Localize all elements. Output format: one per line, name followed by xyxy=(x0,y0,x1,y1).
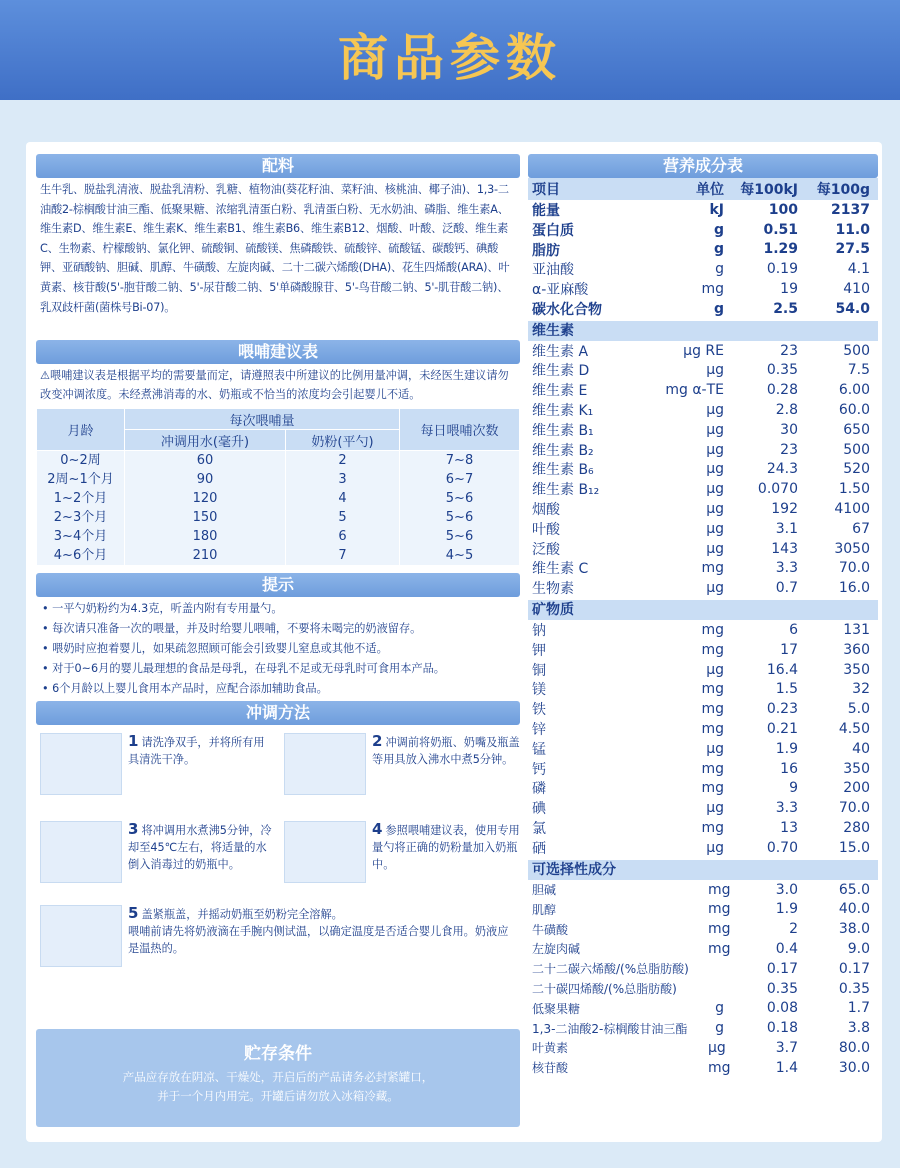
nutrition-cell-v2: 650 xyxy=(843,421,870,438)
tips-list xyxy=(36,597,520,701)
nutrition-cell-v2: 9.0 xyxy=(847,940,870,957)
nutrition-row xyxy=(528,719,878,739)
nutrition-cell-n: 生物素 xyxy=(532,581,574,598)
nutrition-cell-v1: 0.4 xyxy=(775,940,798,957)
nutrition-cell-u: μg xyxy=(706,839,724,856)
feeding-cell-age: 1~2个月 xyxy=(37,489,125,508)
nutrition-cell-n: 维生素 B₁ xyxy=(532,422,594,439)
nutrition-cell-v2: 54.0 xyxy=(835,300,870,317)
nutrition-cell-n: 维生素 K₁ xyxy=(532,403,594,420)
nutrition-row xyxy=(528,299,878,319)
page-title: 商品参数 xyxy=(338,29,562,87)
nutrition-cell-v1: 24.3 xyxy=(766,461,798,478)
nutrition-cell-v2: 0.17 xyxy=(838,960,870,977)
nutrition-cell-v2: 38.0 xyxy=(838,921,870,938)
tips-header: 提示 xyxy=(36,573,520,597)
nutrition-cell-v2: 70.0 xyxy=(838,800,870,817)
storage-line: 产品应存放在阴凉、干燥处，开启后的产品请务必封紧罐口， xyxy=(122,1070,434,1084)
nutrition-row xyxy=(528,279,878,299)
nutrition-row xyxy=(528,919,878,939)
nutrition-cell-v1: 0.51 xyxy=(763,221,798,238)
nutrition-cell-v2: 280 xyxy=(843,820,870,836)
nutrition-header: 营养成分表 xyxy=(528,154,878,178)
nutrition-row xyxy=(528,341,878,361)
nutrition-cell-n: 镁 xyxy=(532,682,546,699)
nutrition-column xyxy=(528,154,878,1078)
nutrition-cell-u: g xyxy=(713,300,724,317)
feeding-table xyxy=(36,408,520,565)
nutrition-cell-v1: 17 xyxy=(780,641,798,658)
nutrition-cell-u: mg xyxy=(701,560,724,577)
nutrition-cell-v1: 0.70 xyxy=(766,839,798,856)
nutrition-cell-u: mg xyxy=(701,641,724,658)
nutrition-cell-n: α-亚麻酸 xyxy=(532,282,589,299)
nutrition-row xyxy=(528,838,878,858)
feeding-cell-age: 4~6个月 xyxy=(37,546,125,565)
nutrition-cell-v1: 30 xyxy=(780,421,798,438)
nutrition-cell-n: 铜 xyxy=(532,662,546,679)
vitamins-header: 维生素 xyxy=(528,321,878,341)
feeding-cell-water: 120 xyxy=(125,489,286,508)
nutrition-cell-n: 烟酸 xyxy=(532,502,560,519)
nutrition-cell-n: 低聚果糖 xyxy=(532,1001,581,1016)
nutrition-cell-v1: 19 xyxy=(780,281,798,298)
nutrition-cell-v1: 16.4 xyxy=(766,661,798,678)
nutrition-cell-n: 二十二碳六烯酸/(%总脂肪酸) xyxy=(532,962,689,977)
feeding-cell-age: 3~4个月 xyxy=(37,527,125,546)
nutrition-row xyxy=(528,361,878,381)
title-banner xyxy=(0,0,900,100)
nutrition-cell-v2: 3.8 xyxy=(847,1020,870,1037)
feeding-cell-age: 2周~1个月 xyxy=(37,470,125,489)
nutrition-cell-v1: 1.29 xyxy=(763,241,798,258)
nutrition-row xyxy=(528,818,878,838)
nutrition-cell-v1: 13 xyxy=(780,820,798,836)
nutrition-row xyxy=(528,479,878,499)
nutrition-cell-n: 铁 xyxy=(532,702,546,719)
nutrition-cell-v1: 3.3 xyxy=(775,560,798,577)
nutrition-cell-u: mg xyxy=(701,681,724,698)
nutrition-cell-v1: 0.19 xyxy=(766,261,798,278)
nutrition-cell-v2: 15.0 xyxy=(838,839,870,856)
nutrition-row xyxy=(528,499,878,519)
nutrition-cell-u: μg xyxy=(706,540,724,557)
feeding-cell-times: 5~6 xyxy=(400,489,520,508)
feeding-cell-age: 0~2周 xyxy=(37,451,125,471)
nutrition-cell-n: 维生素 E xyxy=(532,383,588,400)
nutrition-row xyxy=(528,1058,878,1078)
storage-box xyxy=(36,1029,520,1127)
nutrition-cell-n: 钠 xyxy=(532,623,546,640)
nutrition-cell-u: μg xyxy=(706,362,724,379)
nutrition-cell-v2: 1.7 xyxy=(847,1000,870,1017)
feeding-cell-powder: 6 xyxy=(285,527,399,546)
feeding-row xyxy=(37,451,520,471)
nutrition-cell-n: 钾 xyxy=(532,642,546,659)
nutrition-cell-v2: 6.00 xyxy=(838,382,870,399)
nutrition-cell-v2: 7.5 xyxy=(847,362,870,379)
nutrition-cell-u: mg xyxy=(708,940,731,957)
nutrition-cell-v2: 65.0 xyxy=(838,881,870,898)
feeding-cell-age: 2~3个月 xyxy=(37,508,125,527)
nutrition-cell-v1: 23 xyxy=(780,342,798,359)
nutrition-cell-v1: 6 xyxy=(789,622,798,639)
nutrition-cell-v1: 0.08 xyxy=(766,1000,798,1017)
ingredients-header: 配料 xyxy=(36,154,520,178)
feeding-note: ⚠喂哺建议表是根据平均的需要量而定，请遵照表中所建议的比例用量冲调，未经医生建议请勿改变冲调浓度。未经煮沸消毒的水、奶瓶或不恰当的浓度均会引起婴儿不适。 xyxy=(40,369,509,401)
nutrition-cell-v2: 0.35 xyxy=(838,980,870,997)
nutrition-cell-u: mg xyxy=(708,1059,731,1076)
nutrition-cell-n: 牛磺酸 xyxy=(532,922,569,937)
optional-header: 可选择性成分 xyxy=(528,860,878,880)
nutrition-cell-u: mg xyxy=(708,921,731,938)
nutrition-cell-u: mg xyxy=(701,820,724,836)
nutrition-row xyxy=(528,939,878,959)
tip-item: • 一平勺奶粉约为4.3克，听盖内附有专用量勺。 xyxy=(42,602,283,615)
nutrition-cell-v2: 131 xyxy=(843,622,870,639)
nutrition-cell-u: μg xyxy=(706,441,724,458)
feeding-cell-times: 5~6 xyxy=(400,508,520,527)
nutrition-cell-u: μg xyxy=(706,740,724,757)
nutrition-cell-v1: 1.9 xyxy=(775,901,798,918)
nutrition-row xyxy=(528,539,878,559)
nutrition-row xyxy=(528,1038,878,1058)
feeding-header: 喂哺建议表 xyxy=(36,340,520,364)
nutrition-cell-v2: 4100 xyxy=(834,501,870,518)
nutrition-row xyxy=(528,200,878,220)
nutrition-row xyxy=(528,759,878,779)
col-water: 冲调用水(毫升) xyxy=(125,430,286,451)
content-panel xyxy=(26,142,882,1142)
ingredients-text: 生牛乳、脱盐乳清液、脱盐乳清粉、乳糖、植物油(葵花籽油、菜籽油、核桃油、椰子油)、1,3-二油酸2-棕榈酸甘油三酯、低聚果糖、浓缩乳清蛋白粉、乳清蛋白粉、无水奶油、磷脂、维生素A、维生素D、维生素E、维生素K、维生素B1、维生素B6、维生素B12、烟酸、叶酸、泛酸、维生素C、生物素、柠檬酸钠、氯化钾、硫酸铜、硫酸镁、焦磷酸铁、硫酸锌、硫酸锰、碳酸钙、碘酸钾、亚硒酸钠、胆碱、肌醇、牛磺酸、左旋肉碱、二十二碳六烯酸(DHA)、花生四烯酸(ARA)、叶黄素、核苷酸(5'-胞苷酸二钠、5'-尿苷酸二钠、5'单磷酸腺苷、5'-鸟苷酸二钠、5'-肌苷酸二钠)、乳双歧杆菌(菌株号Bi-07)。 xyxy=(40,183,510,314)
nutrition-row xyxy=(528,959,878,979)
nutrition-cell-v1: 192 xyxy=(771,501,798,518)
nutrition-row xyxy=(528,380,878,400)
feeding-cell-powder: 5 xyxy=(285,508,399,527)
nutrition-cell-u: mg xyxy=(701,760,724,777)
nutrition-row xyxy=(528,739,878,759)
nutrition-cell-v1: 0.7 xyxy=(775,580,798,597)
feeding-row xyxy=(37,470,520,489)
nutrition-cell-v1: 3.1 xyxy=(775,520,798,537)
col-age: 月龄 xyxy=(37,409,125,451)
nutrition-cell-u: μg xyxy=(706,800,724,817)
nutrition-cell-v2: 11.0 xyxy=(835,221,870,238)
prep-steps xyxy=(36,725,520,1015)
feeding-cell-powder: 4 xyxy=(285,489,399,508)
nutrition-row xyxy=(528,578,878,598)
feeding-cell-times: 6~7 xyxy=(400,470,520,489)
step-1: 1 请洗净双手，并将所有用具清洗干净。 xyxy=(128,732,265,766)
feeding-cell-water: 60 xyxy=(125,451,286,471)
feeding-cell-times: 5~6 xyxy=(400,527,520,546)
feeding-cell-water: 150 xyxy=(125,508,286,527)
nutrition-cell-v1: 0.21 xyxy=(766,721,798,738)
nutrition-row xyxy=(528,400,878,420)
nutrition-cell-n: 磷 xyxy=(532,781,546,798)
feeding-cell-water: 180 xyxy=(125,527,286,546)
nutrition-cell-n: 叶酸 xyxy=(532,521,560,538)
nutrition-row xyxy=(528,660,878,680)
handwash-illustration xyxy=(40,733,122,795)
nutrition-cell-u: mg xyxy=(701,721,724,738)
feeding-row xyxy=(37,527,520,546)
nutrition-cell-n: 维生素 D xyxy=(532,363,590,380)
nutrition-cell-v2: 27.5 xyxy=(835,241,870,258)
step-3: 3 将冲调用水煮沸5分钟，冷却至45℃左右，将适量的水倒入消毒过的奶瓶中。 xyxy=(128,820,272,871)
tip-item: • 每次请只准备一次的喂量，并及时给婴儿喂哺，不要将未喝完的奶液留存。 xyxy=(42,622,422,635)
nutrition-cell-v2: 200 xyxy=(843,780,870,797)
nutrition-row xyxy=(528,440,878,460)
nutrition-cell-u: g xyxy=(713,241,724,258)
nutrition-cell-v2: 350 xyxy=(843,760,870,777)
nutrition-cell-v2: 4.50 xyxy=(838,721,870,738)
nutrition-cell-v1: 0.28 xyxy=(766,382,798,399)
prep-header: 冲调方法 xyxy=(36,701,520,725)
nutrition-cell-n: 碳水化合物 xyxy=(532,301,602,318)
nutrition-cell-v2: 30.0 xyxy=(838,1059,870,1076)
nutrition-cell-v2: 60.0 xyxy=(838,402,870,419)
nutrition-cell-v2: 16.0 xyxy=(838,580,870,597)
nutrition-cell-v2: 500 xyxy=(843,441,870,458)
nutrition-cell-n: 能量 xyxy=(532,202,560,219)
nutrition-cell-n: 蛋白质 xyxy=(532,222,574,239)
storage-line: 并于一个月内用完。开罐后请勿放入冰箱冷藏。 xyxy=(157,1089,399,1103)
nutrition-cell-v1: 0.18 xyxy=(766,1020,798,1037)
nutrition-cell-v1: 0.17 xyxy=(766,960,798,977)
nutrition-cell-u: g xyxy=(715,1020,724,1037)
step-4: 4 参照喂哺建议表，使用专用量勺将正确的奶粉量加入奶瓶中。 xyxy=(372,820,520,871)
nutrition-cell-n: 亚油酸 xyxy=(532,262,574,279)
nutrition-cell-n: 二十碳四烯酸/(%总脂肪酸) xyxy=(532,982,677,997)
nutrition-cell-n: 肌醇 xyxy=(532,902,557,917)
nutrition-cell-v2: 3050 xyxy=(834,540,870,557)
feeding-cell-powder: 3 xyxy=(285,470,399,489)
nutrition-cell-u: mg xyxy=(701,780,724,797)
left-column xyxy=(36,154,520,1103)
nutrition-cell-n: 碘 xyxy=(532,801,546,818)
nutrition-row xyxy=(528,699,878,719)
nutrition-cell-v1: 2 xyxy=(789,921,798,938)
nutrition-cell-v2: 2137 xyxy=(831,201,870,218)
feeding-cell-times: 7~8 xyxy=(400,451,520,471)
nutrition-cell-n: 氯 xyxy=(532,821,546,838)
nutrition-cell-n: 维生素 B₆ xyxy=(532,462,594,479)
nutrition-cell-v2: 520 xyxy=(843,461,870,478)
nutrition-cell-v2: 80.0 xyxy=(838,1039,870,1056)
nutrition-row xyxy=(528,519,878,539)
nutrition-row xyxy=(528,559,878,579)
nutrition-row xyxy=(528,900,878,920)
nutrition-row xyxy=(528,779,878,799)
feeding-cell-powder: 7 xyxy=(285,546,399,565)
nutrition-row xyxy=(528,1018,878,1038)
nutrition-cell-u: μg xyxy=(706,501,724,518)
storage-header: 贮存条件 xyxy=(244,1044,312,1064)
nutrition-row xyxy=(528,259,878,279)
nutrition-cell-u: mg xyxy=(701,622,724,639)
nutrition-cell-u: μg xyxy=(706,402,724,419)
feeding-cell-water: 210 xyxy=(125,546,286,565)
nutrition-cell-v2: 32 xyxy=(852,681,870,698)
tip-item: • 喂奶时应抱着婴儿，如果疏忽照顾可能会引致婴儿窒息或其他不适。 xyxy=(42,642,388,655)
nutrition-cell-v2: 4.1 xyxy=(847,261,870,278)
nutrition-cell-v2: 40.0 xyxy=(838,901,870,918)
nutrition-row xyxy=(528,998,878,1018)
feeding-cell-times: 4~5 xyxy=(400,546,520,565)
nutrition-row xyxy=(528,798,878,818)
nutrition-cell-u: μg xyxy=(706,481,724,498)
nutrition-cell-v2: 5.0 xyxy=(847,701,870,718)
nutrition-cell-u: mg α-TE xyxy=(665,382,724,399)
minerals-header: 矿物质 xyxy=(528,600,878,620)
nutrition-cell-v1: 1.5 xyxy=(775,681,798,698)
nutrition-row xyxy=(528,880,878,900)
nutrition-cell-u: μg xyxy=(706,461,724,478)
kettle-illustration xyxy=(40,821,122,883)
nutrition-cell-n: 钙 xyxy=(532,761,546,778)
nutrition-cell-u: μg xyxy=(708,1039,726,1056)
nutrition-cell-u: μg xyxy=(706,661,724,678)
nutrition-cell-v1: 1.4 xyxy=(775,1059,798,1076)
nutrition-cell-u: g xyxy=(715,1000,724,1017)
nutrition-cell-n: 维生素 B₂ xyxy=(532,442,594,459)
nutrition-cell-n: 胆碱 xyxy=(532,883,557,898)
feeding-row xyxy=(37,489,520,508)
tip-item: • 6个月龄以上婴儿食用本产品时，应配合添加辅助食品。 xyxy=(42,682,328,695)
nutrition-cell-u: μg xyxy=(706,421,724,438)
nutrition-cell-v1: 2.5 xyxy=(773,300,798,317)
nutrition-cell-v2: 350 xyxy=(843,661,870,678)
nutrition-cell-v1: 0.070 xyxy=(757,481,798,498)
nutrition-cell-n: 泛酸 xyxy=(532,541,560,558)
nutrition-cell-v1: 0.23 xyxy=(766,701,798,718)
nutrition-cell-v1: 0.35 xyxy=(766,980,798,997)
nutrition-row xyxy=(528,420,878,440)
feeding-cell-powder: 2 xyxy=(285,451,399,471)
nutrition-cell-u: g xyxy=(713,221,724,238)
nutrition-cell-v1: 3.7 xyxy=(775,1039,798,1056)
nutrition-cell-v1: 2.8 xyxy=(775,402,798,419)
nutrition-cell-v2: 40 xyxy=(852,740,870,757)
nutrition-row xyxy=(528,640,878,660)
nutrition-cell-u: mg xyxy=(701,281,724,298)
nutrition-cell-n: 维生素 C xyxy=(532,561,589,578)
boiling-pot-illustration xyxy=(284,733,366,795)
nutrition-cell-u: μg RE xyxy=(683,342,724,359)
nutrition-cell-u: mg xyxy=(708,901,731,918)
nutrition-cell-v2: 70.0 xyxy=(838,560,870,577)
nutrition-row xyxy=(528,680,878,700)
nutrition-col-header: 项目 单位 每100kJ 每100g xyxy=(528,178,878,200)
nutrition-cell-u: μg xyxy=(706,520,724,537)
nutrition-cell-v1: 1.9 xyxy=(775,740,798,757)
step-5: 5 盖紧瓶盖，并摇动奶瓶至奶粉完全溶解。 喂哺前请先将奶液滴在手腕内侧试温，以确定温度是否适合婴儿食用。奶液应是温热的。 xyxy=(128,904,509,955)
feeding-cell-water: 90 xyxy=(125,470,286,489)
nutrition-cell-u: mg xyxy=(708,881,731,898)
nutrition-cell-n: 硒 xyxy=(532,840,546,857)
nutrition-cell-n: 锰 xyxy=(532,741,546,758)
nutrition-cell-u: μg xyxy=(706,580,724,597)
nutrition-cell-v1: 3.3 xyxy=(775,800,798,817)
nutrition-row xyxy=(528,460,878,480)
nutrition-cell-u: kJ xyxy=(709,201,724,218)
nutrition-cell-n: 1,3-二油酸2-棕榈酸甘油三酯 xyxy=(532,1021,688,1036)
nutrition-cell-v1: 16 xyxy=(780,760,798,777)
scoop-illustration xyxy=(284,821,366,883)
tip-item: • 对于0~6月的婴儿最理想的食品是母乳，在母乳不足或无母乳时可食用本产品。 xyxy=(42,662,445,675)
nutrition-cell-v1: 143 xyxy=(771,540,798,557)
nutrition-row xyxy=(528,240,878,260)
nutrition-cell-v1: 9 xyxy=(789,780,798,797)
nutrition-cell-v2: 500 xyxy=(843,342,870,359)
nutrition-cell-v2: 410 xyxy=(843,281,870,298)
nutrition-row xyxy=(528,979,878,999)
nutrition-row xyxy=(528,620,878,640)
step-2: 2 冲调前将奶瓶、奶嘴及瓶盖等用具放入沸水中煮5分钟。 xyxy=(372,732,520,766)
feeding-row xyxy=(37,546,520,565)
nutrition-cell-n: 核苷酸 xyxy=(532,1061,569,1076)
nutrition-cell-v2: 1.50 xyxy=(838,481,870,498)
nutrition-cell-n: 脂肪 xyxy=(532,242,560,259)
shake-bottle-illustration xyxy=(40,905,122,967)
nutrition-cell-n: 锌 xyxy=(532,722,546,739)
nutrition-cell-v1: 23 xyxy=(780,441,798,458)
col-daily: 每日喂哺次数 xyxy=(400,409,520,451)
nutrition-cell-v1: 100 xyxy=(768,201,798,218)
nutrition-cell-n: 左旋肉碱 xyxy=(532,942,581,957)
nutrition-cell-v2: 67 xyxy=(852,520,870,537)
feeding-row xyxy=(37,508,520,527)
nutrition-row xyxy=(528,220,878,240)
col-per-feed: 每次喂哺量 xyxy=(125,409,400,430)
col-powder: 奶粉(平勺) xyxy=(285,430,399,451)
nutrition-cell-n: 叶黄素 xyxy=(532,1041,569,1056)
nutrition-cell-n: 维生素 B₁₂ xyxy=(532,482,600,499)
nutrition-cell-u: g xyxy=(715,261,724,278)
nutrition-cell-v1: 0.35 xyxy=(766,362,798,379)
nutrition-cell-n: 维生素 A xyxy=(532,343,589,360)
nutrition-cell-v2: 360 xyxy=(843,641,870,658)
nutrition-cell-v1: 3.0 xyxy=(775,881,798,898)
nutrition-cell-u: mg xyxy=(701,701,724,718)
